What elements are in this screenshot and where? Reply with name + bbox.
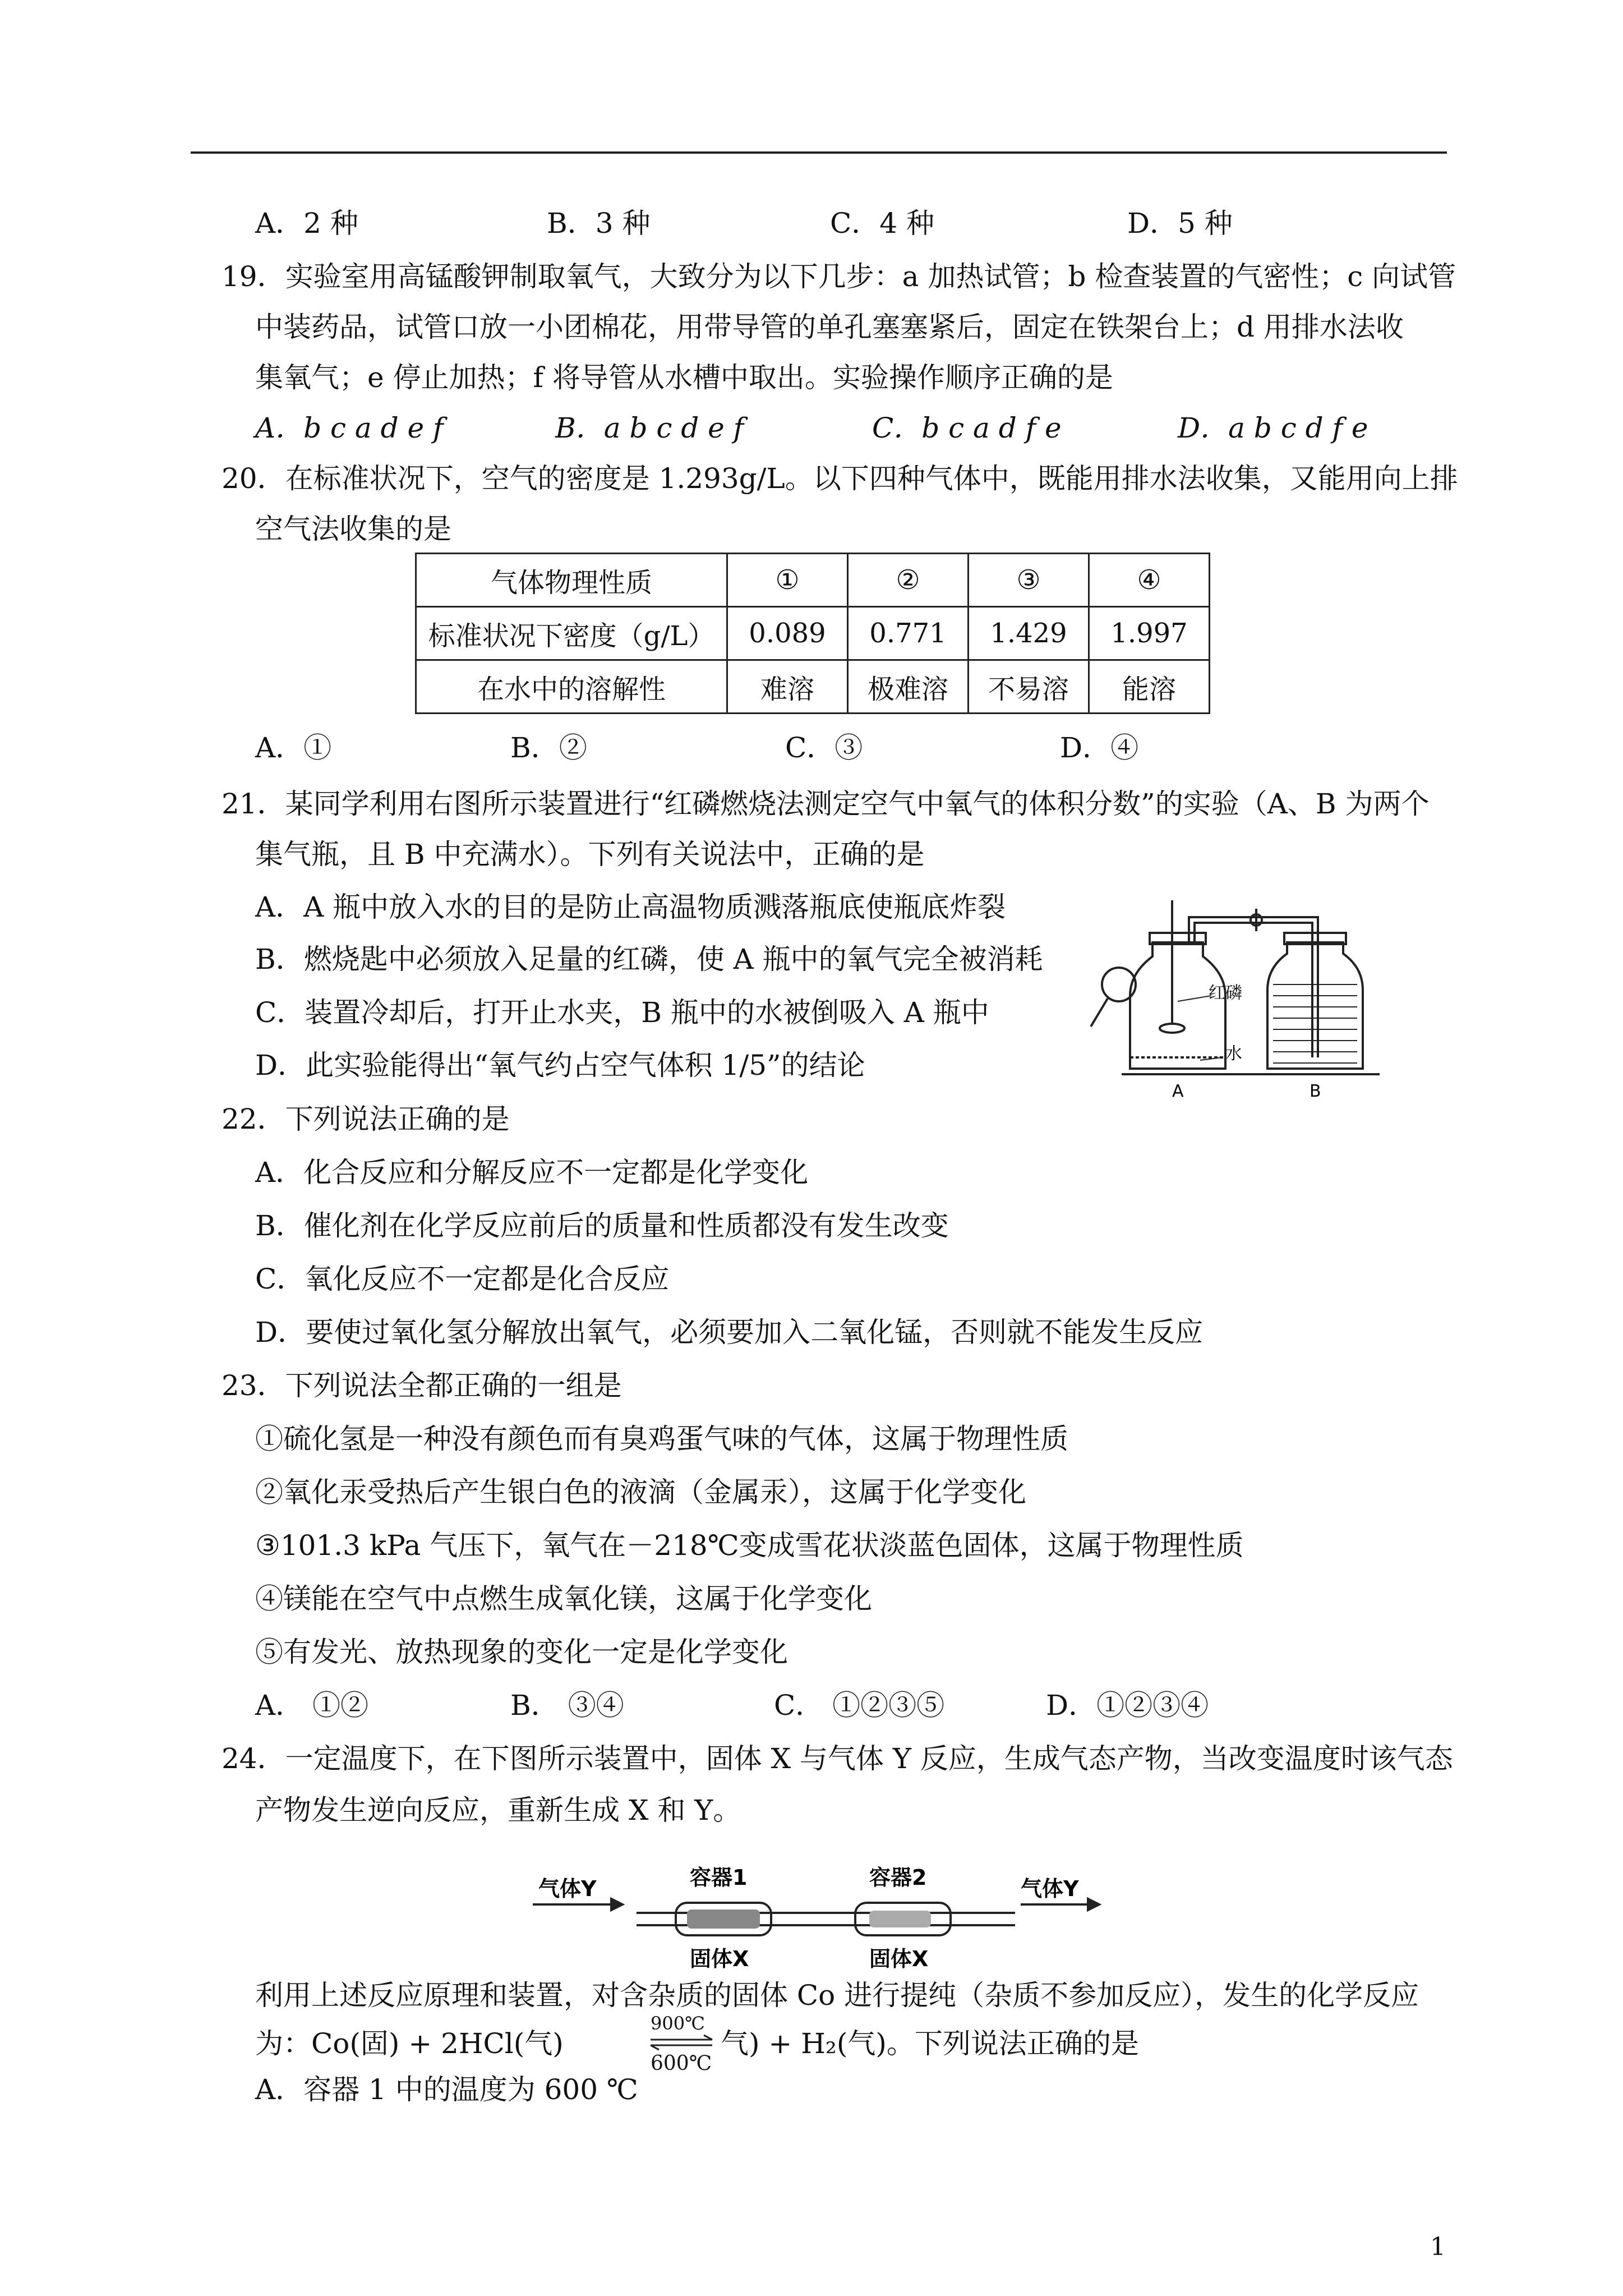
label-water: 水: [1225, 1044, 1242, 1064]
q21-line-2: 集气瓶，且 B 中充满水）。下列有关说法中，正确的是: [255, 838, 925, 871]
gas-properties-table: [415, 553, 1210, 714]
table-cell: 在水中的溶解性: [416, 660, 727, 714]
table-row: [416, 607, 1210, 660]
label-gas-y-out: 气体Y: [1021, 1876, 1079, 1901]
q24-line-3: 利用上述反应原理和装置，对含杂质的固体 Co 进行提纯（杂质不参加反应），发生的化学反应: [255, 1979, 1419, 2012]
q18-option-c: C．4 种: [830, 207, 934, 240]
q18-option-a: A．2 种: [255, 207, 358, 240]
red-phosphorus-apparatus-figure: [1088, 889, 1402, 1102]
q21-option-b: B．燃烧匙中必须放入足量的红磷，使 A 瓶中的氧气完全被消耗: [255, 943, 1043, 976]
q22-option-d: D．要使过氧化氢分解放出氧气，必须要加入二氧化锰，否则就不能发生反应: [255, 1316, 1204, 1349]
q19-option-c: C．b c a d f e: [872, 412, 1062, 444]
q22-option-a: A．化合反应和分解反应不一定都是化学变化: [255, 1156, 809, 1189]
table-cell: 难溶: [727, 660, 848, 714]
q23-item-5: ⑤有发光、放热现象的变化一定是化学变化: [255, 1636, 788, 1668]
q24-line-1: 24．一定温度下，在下图所示装置中，固体 X 与气体 Y 反应，生成气态产物，当改变温度时该气态: [222, 1742, 1453, 1775]
q20-option-d: D．④: [1060, 731, 1139, 764]
table-cell: 1.429: [969, 607, 1089, 660]
q20-option-c: C．③: [785, 731, 863, 764]
label-solid-x-2: 固体X: [869, 1947, 929, 1971]
label-solid-x-1: 固体X: [690, 1947, 749, 1971]
table-cell: 能溶: [1089, 660, 1210, 714]
table-cell: 极难溶: [848, 660, 969, 714]
equilibrium-arrows-icon: [645, 2034, 718, 2051]
table-cell: 不易溶: [969, 660, 1089, 714]
label-gas-y-in: 气体Y: [538, 1876, 597, 1901]
table-header-cell: 气体物理性质: [416, 554, 727, 607]
q19-line-1: 19．实验室用高锰酸钾制取氧气，大致分为以下几步：a 加热试管；b 检查装置的气密性；c 向试管: [222, 260, 1456, 293]
q20-line-2: 空气法收集的是: [255, 513, 451, 545]
q23-option-d: D．①②③④: [1046, 1689, 1209, 1722]
q23-item-2: ②氧化汞受热后产生银白色的液滴（金属汞），这属于化学变化: [255, 1476, 1026, 1508]
q22-option-b: B．催化剂在化学反应前后的质量和性质都没有发生改变: [255, 1209, 949, 1242]
q24-line-2: 产物发生逆向反应，重新生成 X 和 Y。: [255, 1794, 741, 1826]
q19-line-3: 集氧气；e 停止加热；f 将导管从水槽中取出。实验操作顺序正确的是: [255, 361, 1113, 394]
table-header-cell: ④: [1089, 554, 1210, 607]
q24-equation-left: 为：Co(固) + 2HCl(气): [255, 2027, 564, 2060]
q19-line-2: 中装药品，试管口放一小团棉花，用带导管的单孔塞塞紧后，固定在铁架台上；d 用排水法收: [255, 311, 1404, 343]
table-header-cell: ②: [848, 554, 969, 607]
equation-condition-top: 900℃: [651, 2013, 705, 2034]
label-bottle-b: B: [1310, 1082, 1321, 1101]
q21-line-1: 21．某同学利用右图所示装置进行“红磷燃烧法测定空气中氧气的体积分数”的实验（A、B 为两个: [222, 788, 1430, 820]
two-container-apparatus-figure: [533, 1851, 1105, 1986]
q23-line-1: 23．下列说法全都正确的一组是: [222, 1369, 622, 1402]
table-cell: 0.089: [727, 607, 848, 660]
header-rule: [191, 151, 1447, 154]
q23-item-3: ③101.3 kPa 气压下，氧气在－218℃变成雪花状淡蓝色固体，这属于物理性质: [255, 1529, 1244, 1562]
q24-option-a: A．容器 1 中的温度为 600 ℃: [255, 2073, 638, 2106]
q21-option-c: C．装置冷却后，打开止水夹，B 瓶中的水被倒吸入 A 瓶中: [255, 996, 989, 1029]
table-cell: 0.771: [848, 607, 969, 660]
q20-option-b: B．②: [510, 731, 587, 764]
q23-item-1: ①硫化氢是一种没有颜色而有臭鸡蛋气味的气体，这属于物理性质: [255, 1423, 1068, 1455]
q23-option-a: A． ①②: [255, 1689, 369, 1722]
q23-option-b: B． ③④: [510, 1689, 624, 1722]
label-container-1: 容器1: [690, 1865, 748, 1890]
label-bottle-a: A: [1172, 1082, 1184, 1101]
q23-option-c: C． ①②③⑤: [774, 1689, 945, 1722]
q18-option-d: D．5 种: [1127, 207, 1233, 240]
q19-option-b: B．a b c d e f: [555, 412, 744, 444]
q18-option-b: B．3 种: [547, 207, 651, 240]
table-header-cell: ①: [727, 554, 848, 607]
q21-option-a: A．A 瓶中放入水的目的是防止高温物质溅落瓶底使瓶底炸裂: [255, 891, 1006, 923]
q19-option-a: A．b c a d e f: [255, 412, 444, 444]
equation-condition-bottom: 600℃: [651, 2052, 712, 2075]
page-number: 1: [1430, 2233, 1446, 2261]
q22-line-1: 22．下列说法正确的是: [222, 1103, 510, 1135]
table-header-cell: ③: [969, 554, 1089, 607]
table-cell: 1.997: [1089, 607, 1210, 660]
q22-option-c: C．氧化反应不一定都是化合反应: [255, 1263, 670, 1295]
q19-option-d: D．a b c d f e: [1178, 412, 1368, 444]
label-container-2: 容器2: [869, 1865, 927, 1890]
table-header-row: [416, 554, 1210, 607]
q23-item-4: ④镁能在空气中点燃生成氧化镁，这属于化学变化: [255, 1582, 872, 1615]
table-row: [416, 660, 1210, 714]
label-red-phosphorus: 红磷: [1209, 983, 1242, 1003]
q24-equation-right: 气) + H₂(气)。下列说法正确的是: [721, 2027, 1139, 2060]
reversible-arrow: [645, 2013, 718, 2074]
q20-option-a: A．①: [255, 731, 332, 764]
q21-option-d: D．此实验能得出“氧气约占空气体积 1/5”的结论: [255, 1049, 865, 1082]
table-cell: 标准状况下密度（g/L）: [416, 607, 727, 660]
q20-line-1: 20．在标准状况下，空气的密度是 1.293g/L。以下四种气体中，既能用排水法收集，又能用向上排: [222, 462, 1458, 495]
